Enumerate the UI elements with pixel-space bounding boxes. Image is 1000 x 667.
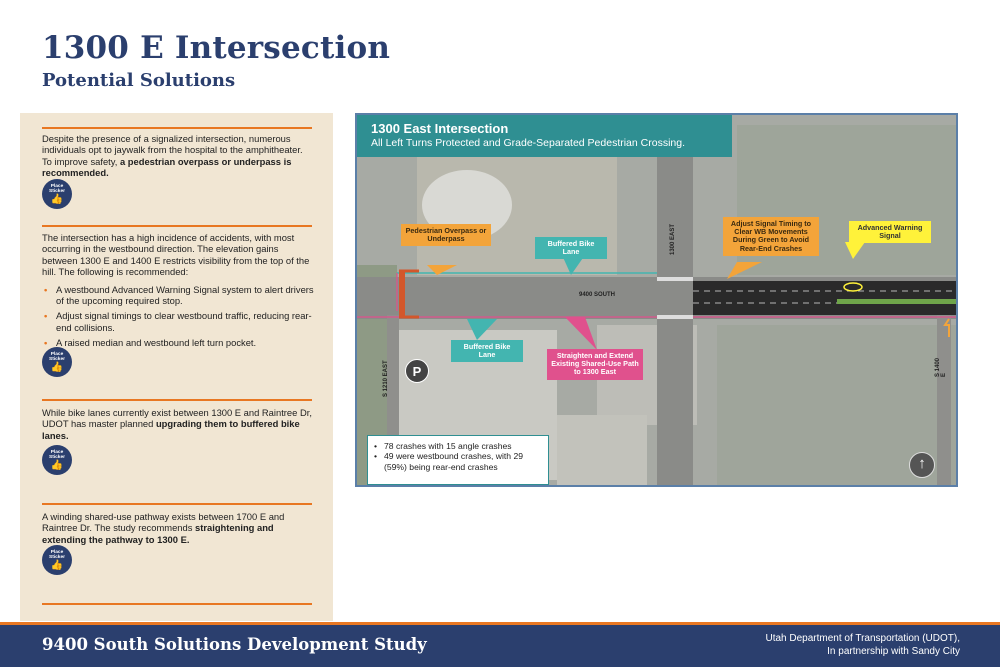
- street-label-1210-east: S 1210 EAST: [383, 360, 389, 397]
- sticker-label-1: Place: [50, 450, 64, 455]
- list-item: • A raised median and westbound left turn pocket.: [42, 337, 314, 348]
- intersection-map: [355, 113, 958, 487]
- section-divider: [42, 127, 312, 129]
- street-label-9400-south: 9400 SOUTH: [579, 292, 616, 298]
- footer-org-line2: In partnership with Sandy City: [827, 646, 960, 657]
- thumbs-up-icon: 👍: [50, 194, 64, 205]
- section-pedestrian: Despite the presence of a signalized intersection, numerous individuals opt to jaywalk from the hospital to the amphitheater. To improve safety, a pedestrian overpass or underpass is recommended.: [42, 133, 303, 179]
- sticker-label-1: Place: [50, 352, 64, 357]
- page-subtitle: Potential Solutions: [42, 70, 236, 91]
- callout-signal-timing: Adjust Signal Timing to Clear WB Movements During Green to Avoid Rear-End Crashes: [723, 217, 819, 256]
- place-sticker-button[interactable]: [42, 445, 72, 475]
- list-item: • Adjust signal timings to clear westbound traffic, reducing rear-end collisions.: [42, 310, 314, 333]
- recommendations-panel: [20, 113, 333, 621]
- street-label-1300-east: 1300 EAST: [670, 223, 676, 255]
- map-title: 1300 East Intersection: [371, 121, 509, 136]
- callout-bike-lane-north: Buffered Bike Lane: [535, 237, 607, 259]
- section-divider: [42, 603, 312, 605]
- sticker-label-2: Sticker: [49, 555, 65, 560]
- crash-stats-box: [367, 435, 549, 485]
- section-crashes-text: The intersection has a high incidence of accidents, with most occurring in the westbound direction. The elevation gains between 1300 E and 1400 E restricts visibility from the top of the hill. The following is recommended:: [42, 232, 310, 278]
- stat-item: • 78 crashes with 15 angle crashes: [374, 441, 542, 451]
- footer: [0, 625, 1000, 667]
- page-title: 1300 E Intersection: [42, 30, 391, 66]
- section-bike-lanes: While bike lanes currently exist between 1300 E and Raintree Dr, UDOT has master planned upgrading them to buffered bike lanes.: [42, 407, 312, 441]
- place-sticker-button[interactable]: [42, 347, 72, 377]
- footer-org-line1: Utah Department of Transportation (UDOT),: [765, 633, 960, 644]
- place-sticker-button[interactable]: [42, 545, 72, 575]
- recommendation-list: [42, 284, 314, 349]
- sticker-label-2: Sticker: [49, 189, 65, 194]
- section-pathway: A winding shared-use pathway exists between 1700 E and Raintree Dr. The study recommends straightening and extending the pathway to 1300 E.: [42, 511, 285, 545]
- callout-warning-signal: Advanced Warning Signal: [849, 221, 931, 243]
- north-arrow-icon: ↑: [909, 452, 935, 478]
- sticker-label-2: Sticker: [49, 357, 65, 362]
- thumbs-up-icon: 👍: [50, 362, 64, 373]
- sticker-label-2: Sticker: [49, 455, 65, 460]
- section-divider: [42, 503, 312, 505]
- stat-item: • 49 were westbound crashes, with 29 (59%) being rear-end crashes: [374, 451, 542, 472]
- list-item: • A westbound Advanced Warning Signal system to alert drivers of the upcoming required stop.: [42, 284, 314, 307]
- parking-icon: P: [405, 359, 429, 383]
- callout-bike-lane-south: Buffered Bike Lane: [451, 340, 523, 362]
- callout-straighten-path: Straighten and Extend Existing Shared-Use Path to 1300 East: [547, 349, 643, 380]
- place-sticker-button[interactable]: [42, 179, 72, 209]
- street-label-1400-east: S 1400 E: [935, 357, 947, 377]
- section-crashes: [42, 232, 314, 353]
- thumbs-up-icon: 👍: [50, 460, 64, 471]
- sticker-label-1: Place: [50, 550, 64, 555]
- callout-ped-overpass: Pedestrian Overpass or Underpass: [401, 224, 491, 246]
- section-divider: [42, 399, 312, 401]
- section-divider: [42, 225, 312, 227]
- map-subtitle: All Left Turns Protected and Grade-Separated Pedestrian Crossing.: [371, 137, 686, 149]
- footer-org: [765, 632, 960, 658]
- sticker-label-1: Place: [50, 184, 64, 189]
- footer-title: 9400 South Solutions Development Study: [42, 635, 427, 654]
- thumbs-up-icon: 👍: [50, 560, 64, 571]
- aerial-map-graphic: [357, 115, 958, 487]
- map-header: [357, 115, 732, 157]
